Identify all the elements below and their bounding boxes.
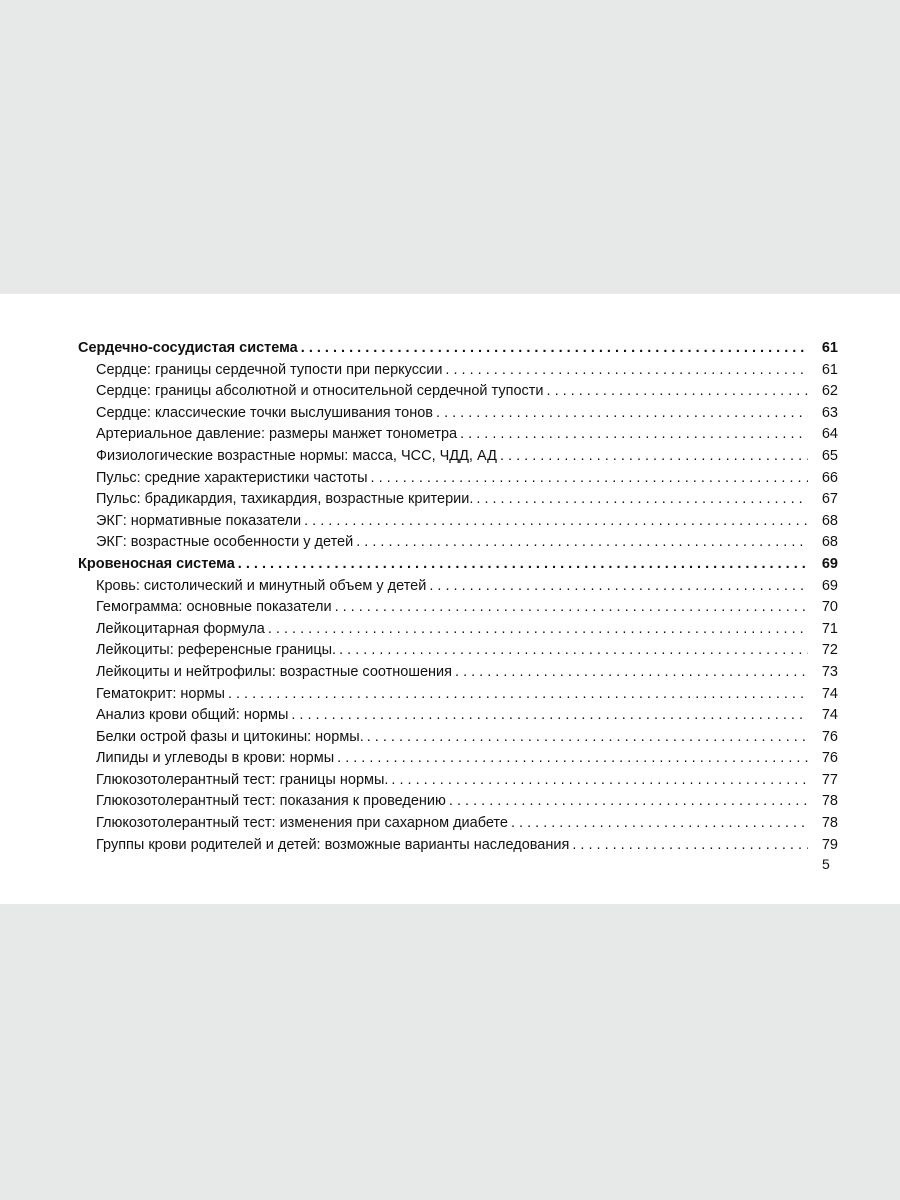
toc-entry[interactable] <box>78 813 838 835</box>
dot-leader <box>335 597 808 619</box>
toc-page-number: 79 <box>821 836 838 853</box>
dot-leader <box>500 446 808 468</box>
toc-entry[interactable] <box>78 597 838 619</box>
toc-page-number: 64 <box>821 426 838 443</box>
dot-leader <box>291 705 808 727</box>
dot-leader <box>572 835 808 857</box>
toc-section[interactable] <box>78 554 838 576</box>
toc-entry[interactable] <box>78 360 838 382</box>
toc-entry[interactable] <box>78 705 838 727</box>
page-number: 5 <box>822 856 830 872</box>
toc-title: Группы крови родителей и детей: возможные варианты наследования <box>96 836 570 853</box>
toc-entry[interactable] <box>78 770 838 792</box>
toc-page-number: 71 <box>821 620 838 637</box>
toc-page-number: 68 <box>821 512 838 529</box>
toc-title: Глюкозотолерантный тест: показания к проведению <box>96 793 446 810</box>
toc-entry[interactable] <box>78 727 838 749</box>
toc-section[interactable] <box>78 338 838 360</box>
toc-entry[interactable] <box>78 835 838 857</box>
book-page <box>0 294 900 904</box>
toc-page-number: 74 <box>821 707 838 724</box>
toc-entry[interactable] <box>78 489 838 511</box>
toc-page-number: 66 <box>821 469 838 486</box>
toc-title: Гематокрит: нормы <box>96 685 225 702</box>
dot-leader <box>455 662 808 684</box>
toc-title: Сердечно-сосудистая система <box>78 340 298 356</box>
toc-title: Сердце: классические точки выслушивания тонов <box>96 404 434 421</box>
dot-leader <box>476 489 808 511</box>
toc-title: Лейкоциты и нейтрофилы: возрастные соотношения <box>96 663 453 680</box>
toc-title: Артериальное давление: размеры манжет тонометра <box>96 426 458 443</box>
dot-leader <box>238 554 808 576</box>
toc-page-number: 69 <box>821 555 838 572</box>
dot-leader <box>337 748 808 770</box>
toc-page-number: 73 <box>821 663 838 680</box>
toc-title: Кровеносная система <box>78 555 235 572</box>
toc-entry[interactable] <box>78 576 838 598</box>
dot-leader <box>367 727 808 749</box>
toc-title: Пульс: брадикардия, тахикардия, возрастные критерии. <box>96 491 474 508</box>
toc-entry[interactable] <box>78 532 838 554</box>
toc-page-number: 69 <box>821 577 838 594</box>
toc-entry[interactable] <box>78 640 838 662</box>
toc-title: Гемограмма: основные показатели <box>96 599 332 616</box>
dot-leader <box>429 576 808 598</box>
dot-leader <box>449 791 808 813</box>
toc-page-number: 77 <box>821 771 838 788</box>
toc-title: Липиды и углеводы в крови: нормы <box>96 750 335 767</box>
toc-title: ЭКГ: возрастные особенности у детей <box>96 534 354 551</box>
dot-leader <box>460 424 808 446</box>
table-of-contents <box>78 338 838 856</box>
dot-leader <box>228 684 808 706</box>
dot-leader <box>391 770 808 792</box>
toc-title: Пульс: средние характеристики частоты <box>96 469 368 486</box>
toc-entry[interactable] <box>78 619 838 641</box>
toc-title: Сердце: границы абсолютной и относительной сердечной тупости <box>96 383 544 400</box>
dot-leader <box>436 403 808 425</box>
toc-entry[interactable] <box>78 468 838 490</box>
toc-entry[interactable] <box>78 511 838 533</box>
dot-leader <box>356 532 808 554</box>
toc-title: Лейкоциты: референсные границы. <box>96 642 337 659</box>
toc-entry[interactable] <box>78 684 838 706</box>
toc-page-number: 72 <box>821 642 838 659</box>
toc-entry[interactable] <box>78 791 838 813</box>
toc-page-number: 61 <box>821 361 838 378</box>
dot-leader <box>301 338 808 360</box>
toc-title: Анализ крови общий: нормы <box>96 707 289 724</box>
toc-page-number: 76 <box>821 728 838 745</box>
toc-title: Лейкоцитарная формула <box>96 620 265 637</box>
toc-page-number: 68 <box>821 534 838 551</box>
toc-title: Кровь: систолический и минутный объем у детей <box>96 577 427 594</box>
dot-leader <box>511 813 808 835</box>
dot-leader <box>268 619 808 641</box>
dot-leader <box>371 468 808 490</box>
toc-page-number: 74 <box>821 685 838 702</box>
toc-page-number: 65 <box>821 447 838 464</box>
toc-page-number: 70 <box>821 599 838 616</box>
toc-page-number: 78 <box>821 793 838 810</box>
toc-title: Сердце: границы сердечной тупости при перкуссии <box>96 361 443 378</box>
toc-entry[interactable] <box>78 403 838 425</box>
toc-title: Глюкозотолерантный тест: изменения при сахарном диабете <box>96 815 508 832</box>
toc-page-number: 63 <box>821 404 838 421</box>
toc-title: Глюкозотолерантный тест: границы нормы. <box>96 771 389 788</box>
toc-entry[interactable] <box>78 662 838 684</box>
toc-page-number: 67 <box>821 491 838 508</box>
toc-entry[interactable] <box>78 748 838 770</box>
dot-leader <box>339 640 808 662</box>
dot-leader <box>547 381 808 403</box>
toc-entry[interactable] <box>78 446 838 468</box>
toc-title: Белки острой фазы и цитокины: нормы. <box>96 728 364 745</box>
toc-page-number: 61 <box>821 340 838 356</box>
toc-page-number: 62 <box>821 383 838 400</box>
toc-entry[interactable] <box>78 424 838 446</box>
toc-title: ЭКГ: нормативные показатели <box>96 512 302 529</box>
toc-page-number: 76 <box>821 750 838 767</box>
dot-leader <box>445 360 808 382</box>
toc-page-number: 78 <box>821 815 838 832</box>
toc-entry[interactable] <box>78 381 838 403</box>
toc-title: Физиологические возрастные нормы: масса, ЧСС, ЧДД, АД <box>96 447 497 464</box>
dot-leader <box>304 511 808 533</box>
